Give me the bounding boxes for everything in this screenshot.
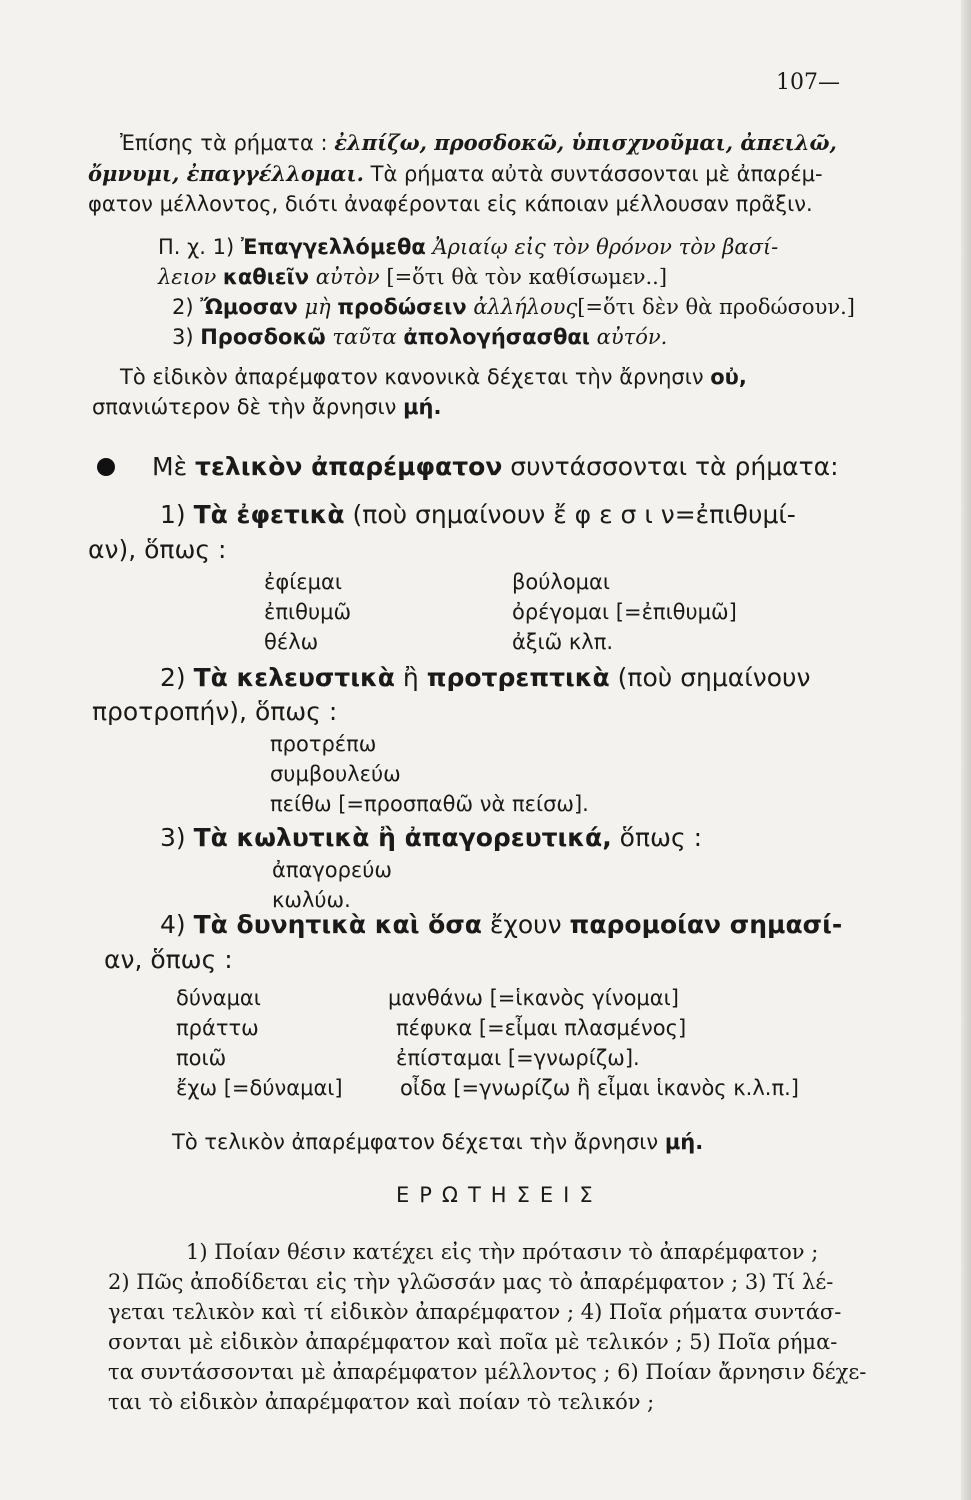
verb-item: συμβουλεύω: [270, 762, 401, 786]
group-2-title-cont: προτροπήν), ὅπως :: [92, 697, 338, 726]
question-line: ται τὸ εἰδικὸν ἀπαρέμφατον καὶ ποίαν τὸ τελικόν ;: [108, 1390, 655, 1414]
group-desc: (ποὺ σημαίνουν ἔ φ ε σ ι ν=ἐπιθυμί-: [344, 500, 796, 529]
heading-text: συντάσσονται τὰ ρήματα:: [502, 452, 839, 481]
group-name: Τὰ κελευστικὰ: [193, 663, 395, 692]
group-desc: ὅπως :: [611, 823, 703, 852]
example-line-3: [172, 295, 855, 319]
group-desc: ἔχουν: [481, 910, 570, 939]
question-line: 1) Ποίαν θέσιν κατέχει εἰς τὴν πρότασιν τὸ ἀπαρέμφατον ;: [186, 1240, 819, 1264]
negation-text: Τὸ εἰδικὸν ἀπαρέμφατον κανονικὰ δέχεται τὴν ἄρνησιν: [120, 365, 711, 389]
group-number: 3): [160, 823, 194, 852]
intro-line-1: [120, 130, 837, 155]
group-number: 1): [160, 500, 194, 529]
question-line: τα συντάσσονται μὲ ἀπαρέμφατον μέλλοντος ; 6) Ποίαν ἄρνησιν δέχε-: [108, 1360, 867, 1384]
example-verb: Ὤμοσαν: [200, 295, 298, 319]
example-label: Π. χ. 1): [158, 235, 241, 259]
verb-item: ἔχω [=δύναμαι]: [176, 1076, 343, 1100]
example-text: λειον: [158, 265, 223, 289]
example-text: ταῦτα: [325, 325, 404, 349]
question-line: σονται μὲ εἰδικὸν ἀπαρέμφατον καὶ ποῖα μὲ τελικόν ; 5) Ποῖα ρήμα-: [108, 1330, 838, 1354]
intro-text: Τὰ ρήματα αὐτὰ συντάσσονται μὲ ἀπαρέμ-: [363, 162, 823, 186]
page-number: 107—: [776, 70, 840, 95]
example-text: μὴ: [297, 295, 338, 319]
verb-item: οἶδα [=γνωρίζω ἢ εἶμαι ἱκανὸς κ.λ.π.]: [400, 1076, 799, 1100]
example-verb: Ἐπαγγελλόμεθα: [240, 235, 426, 259]
heading-emphasis: τελικὸν ἀπαρέμφατον: [195, 452, 503, 481]
verb-item: βούλομαι: [512, 570, 610, 594]
group-name: Τὰ δυνητικὰ καὶ ὅσα: [193, 910, 482, 939]
example-text: Ἀριαίῳ εἰς τὸν θρόνον τὸν βασί-: [425, 235, 779, 259]
verb-item: πείθω [=προσπαθῶ νὰ πείσω].: [270, 792, 589, 816]
group-1-title: [160, 500, 796, 529]
group-4-title: [160, 910, 842, 939]
questions-title: ΕΡΩΤΗΣΕΙΣ: [396, 1183, 603, 1207]
example-verb: ἀπολογήσασθαι: [403, 325, 590, 349]
verb-item: ὀρέγομαι [=ἐπιθυμῶ]: [512, 600, 737, 624]
example-verb: προδώσειν: [337, 295, 467, 319]
verb-item: θέλω: [264, 630, 319, 654]
bullet-icon: [97, 458, 115, 476]
group-3-title: [160, 823, 702, 852]
verb-item: ἐπιθυμῶ: [264, 600, 352, 624]
intro-line-3: φατον μέλλοντος, διότι ἀναφέρονται εἰς κάποιαν μέλλουσαν πρᾶξιν.: [88, 192, 813, 216]
example-label: 2): [172, 295, 201, 319]
negation-word: μή.: [664, 1130, 704, 1154]
group-name: Τὰ κωλυτικὰ ἢ ἀπαγορευτικά,: [193, 823, 612, 852]
example-label: 3): [172, 325, 201, 349]
section-heading: [152, 452, 839, 481]
verb-item: ποιῶ: [176, 1046, 227, 1070]
verb-item: δύναμαι: [176, 986, 261, 1010]
question-line: 2) Πῶς ἀποδίδεται εἰς τὴν γλῶσσάν μας τὸ ἀπαρέμφατον ; 3) Τί λέ-: [108, 1270, 834, 1294]
example-verb: Προσδοκῶ: [200, 325, 326, 349]
group-2-title: [160, 663, 810, 692]
heading-text: Μὲ: [152, 452, 196, 481]
negation-word: οὐ,: [710, 365, 747, 389]
group-desc: (ποὺ σημαίνουν: [609, 663, 811, 692]
negation-word: μή.: [403, 395, 442, 419]
intro-line-2: [88, 161, 823, 186]
verb-item: ἀξιῶ κλπ.: [512, 630, 614, 654]
group-desc: ἢ: [394, 663, 427, 692]
negation-line-3: [172, 1130, 703, 1154]
question-line: γεται τελικὸν καὶ τί εἰδικὸν ἀπαρέμφατον ; 4) Ποῖα ρήματα συντάσ-: [108, 1300, 842, 1324]
example-verb: καθιεῖν: [222, 265, 310, 289]
group-1-title-cont: αν), ὅπως :: [88, 535, 227, 564]
verb-item: ἀπαγορεύω: [272, 858, 393, 882]
negation-line-2: [92, 395, 441, 419]
group-name: Τὰ ἐφετικὰ: [193, 500, 345, 529]
group-number: 2): [160, 663, 194, 692]
verb-item: πράττω: [176, 1016, 259, 1040]
group-name: προτρεπτικὰ: [426, 663, 610, 692]
verb-item: ἐπίσταμαι [=γνωρίζω].: [396, 1046, 640, 1070]
negation-text: Τὸ τελικὸν ἀπαρέμφατον δέχεται τὴν ἄρνησιν: [172, 1130, 665, 1154]
verb-item: πέφυκα [=εἶμαι πλασμένος]: [396, 1016, 687, 1040]
example-text: αὐτόν.: [590, 325, 668, 349]
verb-item: ἐφίεμαι: [264, 570, 342, 594]
group-number: 4): [160, 910, 194, 939]
example-line-2: [158, 265, 667, 289]
verb-item: μανθάνω [=ἱκανὸς γίνομαι]: [388, 986, 679, 1010]
group-name: παρομοίαν σημασί-: [569, 910, 843, 939]
negation-line-1: [120, 365, 747, 389]
verb-item: προτρέπω: [270, 732, 377, 756]
example-gloss: [=ὅτι δὲν θὰ προδώσουν.]: [577, 295, 855, 319]
verb-list: ἐλπίζω, προσδοκῶ, ὑπισχνοῦμαι, ἀπειλῶ,: [334, 130, 837, 155]
verb-item: κωλύω.: [272, 888, 351, 912]
page-edge: [961, 0, 971, 1500]
verb-list: ὄμνυμι, ἐπαγγέλλομαι.: [88, 161, 364, 186]
group-4-title-cont: αν, ὅπως :: [104, 945, 233, 974]
example-line-4: [172, 325, 667, 349]
example-gloss: [=ὅτι θὰ τὸν καθίσωμεν..]: [379, 265, 668, 289]
negation-text: σπανιώτερον δὲ τὴν ἄρνησιν: [92, 395, 404, 419]
intro-text: Ἐπίσης τὰ ρήματα :: [120, 131, 335, 155]
example-text: αὐτὸν: [309, 265, 380, 289]
example-line-1: [158, 235, 778, 259]
example-text: ἀλλήλους: [466, 295, 578, 319]
